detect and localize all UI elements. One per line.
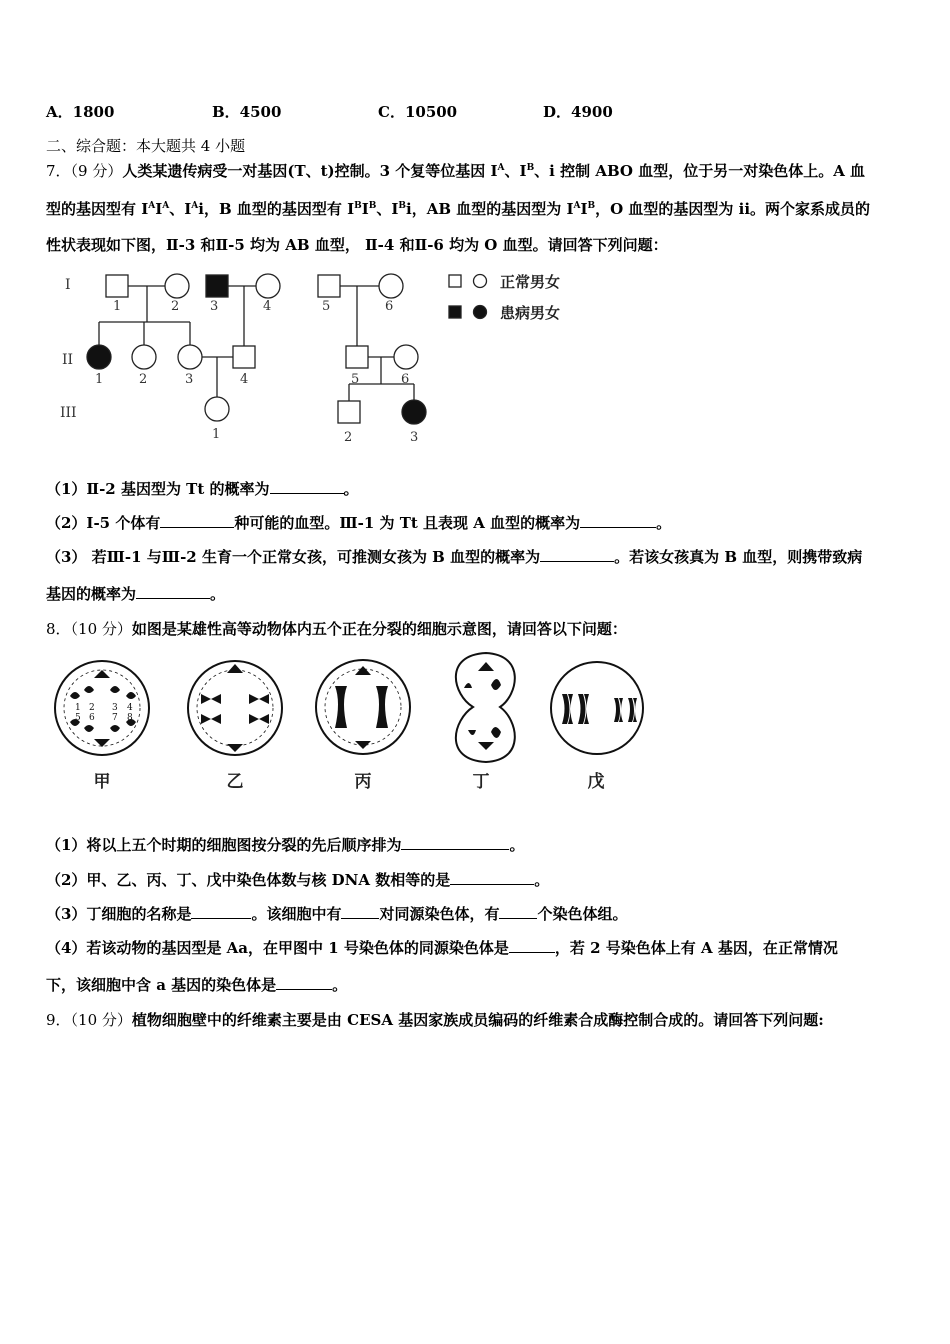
num: 1 bbox=[212, 427, 221, 442]
num: 2 bbox=[344, 430, 353, 445]
q7-text: i，AB 血型的基因型为 I bbox=[406, 200, 574, 218]
q7-sub1-text: （1）Ⅱ-2 基因型为 Tt 的概率为 bbox=[46, 480, 270, 498]
q7-text: I bbox=[580, 200, 588, 218]
sup-text: B bbox=[398, 201, 406, 211]
sup-text: B bbox=[587, 201, 596, 211]
q7-text: 、I bbox=[169, 200, 192, 218]
q8-sub1-text: （1）将以上五个时期的细胞图按分裂的先后顺序排为 bbox=[46, 836, 402, 854]
legend-normal: 正常男女 bbox=[500, 273, 561, 291]
cell-label-jia: 甲 bbox=[93, 772, 111, 792]
q7-text: 人类某遗传病受一对基因(T、t)控制。3 个复等位基因 I bbox=[122, 162, 498, 180]
option-c: C．10500 bbox=[378, 103, 458, 121]
option-a: A．1800 bbox=[46, 103, 115, 121]
pedigree-diagram bbox=[40, 262, 600, 452]
sup-text: A bbox=[497, 163, 505, 173]
num: 6 bbox=[401, 372, 410, 387]
answer-blank[interactable] bbox=[276, 975, 332, 990]
q8-sub2-text: （2）甲、乙、丙、丁、戊中染色体数与核 DNA 数相等的是 bbox=[46, 871, 451, 889]
num: 1 bbox=[113, 299, 122, 314]
cell-label-bing: 丙 bbox=[354, 772, 372, 792]
I-2-female bbox=[165, 274, 189, 298]
chrom-num: 7 bbox=[112, 713, 118, 723]
I-3-affected-male bbox=[206, 275, 228, 297]
III-1-female bbox=[205, 397, 229, 421]
num: 1 bbox=[95, 372, 104, 387]
answer-blank[interactable] bbox=[341, 904, 379, 919]
q7-text: I bbox=[361, 200, 369, 218]
q7-sub2-text: （2）Ⅰ-5 个体有 bbox=[46, 514, 161, 532]
I-1-male bbox=[106, 275, 128, 297]
sup-text: A bbox=[162, 201, 170, 211]
chrom-num: 8 bbox=[127, 713, 133, 723]
gen-label-I: I bbox=[65, 277, 71, 293]
answer-blank[interactable] bbox=[509, 938, 555, 953]
II-2-female bbox=[132, 345, 156, 369]
q7-text: 、I bbox=[504, 162, 527, 180]
num: 3 bbox=[185, 372, 194, 387]
q8-intro bbox=[46, 619, 906, 639]
q7-sub2 bbox=[46, 513, 906, 533]
III-2-male bbox=[338, 401, 360, 423]
I-4-female bbox=[256, 274, 280, 298]
sup-text: A bbox=[191, 201, 199, 211]
q8-intro-text: 如图是某雄性高等动物体内五个正在分裂的细胞示意图，请回答以下问题： bbox=[131, 620, 627, 638]
q8-sub4-text: 下，该细胞中含 a 基因的染色体是 bbox=[46, 976, 277, 994]
chrom-num: 5 bbox=[75, 713, 81, 723]
q8-sub4-cont bbox=[46, 975, 906, 995]
q7-sub3-cont bbox=[46, 584, 906, 604]
q7-text: 型的基因型有 I bbox=[46, 200, 149, 218]
chrom-num: 4 bbox=[127, 703, 133, 713]
chrom-num: 2 bbox=[89, 703, 95, 713]
cell-label-wu: 戊 bbox=[587, 772, 605, 792]
q7-text: 、i 控制 ABO 血型，位于另一对染色体上。A 血 bbox=[534, 162, 866, 180]
q7-sub3-text: 基因的概率为 bbox=[46, 585, 137, 603]
II-4-male bbox=[233, 346, 255, 368]
num: 5 bbox=[322, 299, 331, 314]
answer-blank[interactable] bbox=[136, 584, 210, 599]
q9-number: 9． bbox=[46, 1011, 71, 1029]
q9-text: 植物细胞壁中的纤维素主要是由 CESA 基因家族成员编码的纤维素合成酶控制合成的。请回答下列问题: bbox=[131, 1011, 824, 1029]
legend-affected: 患病男女 bbox=[500, 304, 561, 322]
II-3-female bbox=[178, 345, 202, 369]
section-title: 二、综合题：本大题共 4 小题 bbox=[46, 137, 246, 155]
q7-text: I bbox=[155, 200, 163, 218]
sup-text: A bbox=[573, 201, 581, 211]
q8-sub4-end: 。 bbox=[332, 976, 348, 994]
II-6-female bbox=[394, 345, 418, 369]
q7-text: i，B 血型的基因型有 I bbox=[198, 200, 355, 218]
num: 2 bbox=[139, 372, 148, 387]
option-b: B．4500 bbox=[212, 103, 282, 121]
q8-number: 8． bbox=[46, 620, 71, 638]
q8-sub3-text: 对同源染色体，有 bbox=[379, 905, 500, 923]
num: 4 bbox=[240, 372, 249, 387]
sup-text: B bbox=[526, 163, 535, 173]
I-5-male bbox=[318, 275, 340, 297]
q8-sub2-end: 。 bbox=[534, 871, 550, 889]
answer-blank[interactable] bbox=[401, 835, 509, 850]
q9-score: （10 分） bbox=[70, 1011, 132, 1029]
II-1-affected-female bbox=[87, 345, 111, 369]
chrom-num: 6 bbox=[89, 713, 95, 723]
q8-sub2 bbox=[46, 870, 906, 890]
gen-label-III: III bbox=[60, 405, 77, 421]
answer-blank[interactable] bbox=[191, 904, 251, 919]
q7-sub3-end: 。 bbox=[210, 585, 226, 603]
answer-blank[interactable] bbox=[540, 547, 614, 562]
q8-sub3-text: （3）丁细胞的名称是 bbox=[46, 905, 192, 923]
sup-text: A bbox=[148, 201, 156, 211]
option-d: D．4900 bbox=[543, 103, 613, 121]
II-5-male bbox=[346, 346, 368, 368]
q8-sub4-text: ，若 2 号染色体上有 A 基因，在正常情况 bbox=[554, 939, 838, 957]
q8-sub4-text: （4）若该动物的基因型是 Aa，在甲图中 1 号染色体的同源染色体是 bbox=[46, 939, 509, 957]
q7-sub2-text: 种可能的血型。Ⅲ-1 为 Tt 且表现 A 血型的概率为 bbox=[234, 514, 581, 532]
q7-text: ，O 血型的基因型为 ii。两个家系成员的 bbox=[595, 200, 871, 218]
num: 5 bbox=[351, 372, 360, 387]
num: 6 bbox=[385, 299, 394, 314]
cell-yi bbox=[188, 661, 282, 755]
sup-text: B bbox=[368, 201, 377, 211]
I-6-female bbox=[379, 274, 403, 298]
num: 2 bbox=[171, 299, 180, 314]
cell-label-ding: 丁 bbox=[472, 772, 490, 792]
q7-sub1 bbox=[46, 479, 906, 499]
q8-sub3-end: 个染色体组。 bbox=[537, 905, 628, 923]
q9-intro bbox=[46, 1010, 906, 1030]
q7-line3: 性状表现如下图，Ⅱ-3 和Ⅱ-5 均为 AB 血型， Ⅱ-4 和Ⅱ-6 均为 O 血型。请回答下列问题： bbox=[46, 236, 668, 254]
q7-line2 bbox=[46, 199, 906, 219]
q7-sub3-text: （3） 若Ⅲ-1 与Ⅲ-2 生育一个正常女孩，可推测女孩为 B 血型的概率为 bbox=[46, 548, 541, 566]
q8-score: （10 分） bbox=[70, 620, 132, 638]
sup-text: B bbox=[354, 201, 362, 211]
q8-sub4 bbox=[46, 938, 906, 958]
answer-blank[interactable] bbox=[160, 513, 234, 528]
num: 4 bbox=[263, 299, 272, 314]
q7-sub3 bbox=[46, 547, 906, 567]
q8-sub1 bbox=[46, 835, 906, 855]
q7-line1 bbox=[46, 161, 906, 181]
q7-number: 7． bbox=[46, 162, 71, 180]
num: 3 bbox=[410, 430, 419, 445]
q7-sub2-end: 。 bbox=[656, 514, 672, 532]
cell-division-diagram bbox=[48, 650, 688, 800]
III-3-affected-female bbox=[402, 400, 426, 424]
answer-blank[interactable] bbox=[499, 904, 537, 919]
cell-label-yi: 乙 bbox=[226, 772, 244, 792]
q7-score: （9 分） bbox=[70, 162, 123, 180]
q7-sub3-text: 。若该女孩真为 B 血型，则携带致病 bbox=[614, 548, 863, 566]
q7-sub1-end: 。 bbox=[343, 480, 359, 498]
q7-text: 、I bbox=[376, 200, 399, 218]
q8-sub1-end: 。 bbox=[509, 836, 525, 854]
chrom-num: 1 bbox=[75, 703, 81, 713]
chrom-num: 3 bbox=[112, 703, 118, 713]
gen-label-II: II bbox=[62, 352, 74, 368]
answer-blank[interactable] bbox=[270, 479, 344, 494]
answer-blank[interactable] bbox=[450, 870, 534, 885]
q8-sub3-text: 。该细胞中有 bbox=[251, 905, 342, 923]
q8-sub3 bbox=[46, 904, 906, 924]
answer-blank[interactable] bbox=[580, 513, 656, 528]
num: 3 bbox=[210, 299, 219, 314]
